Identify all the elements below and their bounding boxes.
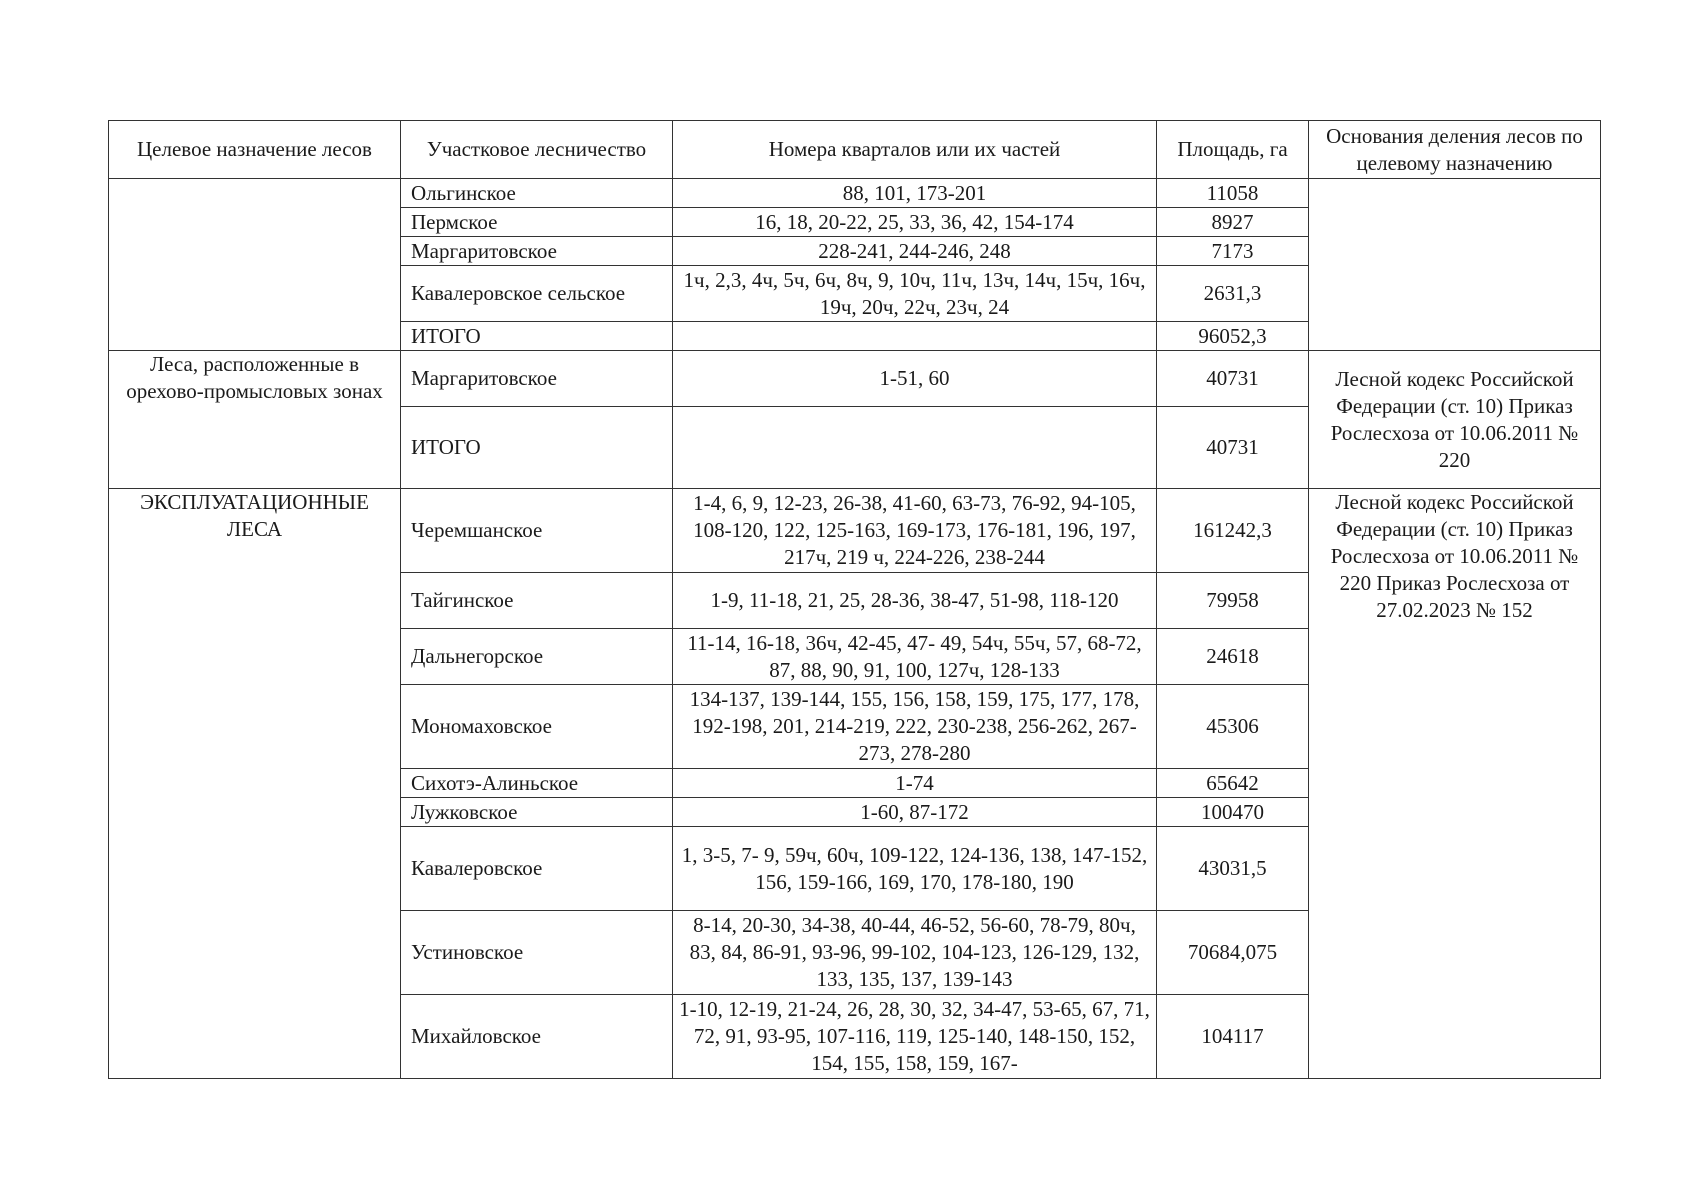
district-cell: Устиновское <box>401 911 673 995</box>
quarters-cell: 228-241, 244-246, 248 <box>673 237 1157 266</box>
quarters-cell: 1, 3-5, 7- 9, 59ч, 60ч, 109-122, 124-136, 138, 147-152, 156, 159-166, 169, 170, 178-180, 190 <box>673 827 1157 911</box>
district-cell: Кавалеровское сельское <box>401 266 673 322</box>
forest-purpose-table <box>108 120 1601 1079</box>
basis-cell: Лесной кодекс Российской Федерации (ст. 10) Приказ Рослесхоза от 10.06.2011 № 220 Приказ Рослесхоза от 27.02.2023 № 152 <box>1309 489 1601 1079</box>
total-area: 96052,3 <box>1157 322 1309 351</box>
area-cell: 43031,5 <box>1157 827 1309 911</box>
area-cell: 70684,075 <box>1157 911 1309 995</box>
district-cell: Пермское <box>401 208 673 237</box>
district-cell: Маргаритовское <box>401 351 673 407</box>
area-cell: 11058 <box>1157 179 1309 208</box>
district-cell: Ольгинское <box>401 179 673 208</box>
quarters-cell: 134-137, 139-144, 155, 156, 158, 159, 175, 177, 178, 192-198, 201, 214-219, 222, 230-238, 256-262, 267-273, 278-280 <box>673 685 1157 769</box>
district-cell: Сихотэ-Алиньское <box>401 769 673 798</box>
district-cell: Дальнегорское <box>401 629 673 685</box>
total-label: ИТОГО <box>401 322 673 351</box>
header-district: Участковое лесничество <box>401 121 673 179</box>
area-cell: 40731 <box>1157 351 1309 407</box>
total-label: ИТОГО <box>401 407 673 489</box>
header-basis: Основания деления лесов по целевому назначению <box>1309 121 1601 179</box>
quarters-cell: 11-14, 16-18, 36ч, 42-45, 47- 49, 54ч, 55ч, 57, 68-72, 87, 88, 90, 91, 100, 127ч, 128-133 <box>673 629 1157 685</box>
purpose-cell-continued <box>109 179 401 351</box>
quarters-cell-empty <box>673 322 1157 351</box>
quarters-cell: 1-10, 12-19, 21-24, 26, 28, 30, 32, 34-47, 53-65, 67, 71, 72, 91, 93-95, 107-116, 119, 125-140, 148-150, 152, 154, 155, 158, 159, 167- <box>673 995 1157 1079</box>
total-area: 40731 <box>1157 407 1309 489</box>
area-cell: 45306 <box>1157 685 1309 769</box>
quarters-cell: 1ч, 2,3, 4ч, 5ч, 6ч, 8ч, 9, 10ч, 11ч, 13ч, 14ч, 15ч, 16ч, 19ч, 20ч, 22ч, 23ч, 24 <box>673 266 1157 322</box>
area-cell: 24618 <box>1157 629 1309 685</box>
quarters-cell: 1-4, 6, 9, 12-23, 26-38, 41-60, 63-73, 76-92, 94-105, 108-120, 122, 125-163, 169-173, 176-181, 196, 197, 217ч, 219 ч, 224-226, 238-244 <box>673 489 1157 573</box>
district-cell: Кавалеровское <box>401 827 673 911</box>
quarters-cell: 1-9, 11-18, 21, 25, 28-36, 38-47, 51-98, 118-120 <box>673 573 1157 629</box>
table-row <box>109 489 1601 573</box>
purpose-cell: ЭКСПЛУАТАЦИОННЫЕ ЛЕСА <box>109 489 401 1079</box>
district-cell: Тайгинское <box>401 573 673 629</box>
area-cell: 161242,3 <box>1157 489 1309 573</box>
district-cell: Мономаховское <box>401 685 673 769</box>
quarters-cell: 16, 18, 20-22, 25, 33, 36, 42, 154-174 <box>673 208 1157 237</box>
area-cell: 8927 <box>1157 208 1309 237</box>
quarters-cell: 88, 101, 173-201 <box>673 179 1157 208</box>
quarters-cell: 1-60, 87-172 <box>673 798 1157 827</box>
header-purpose: Целевое назначение лесов <box>109 121 401 179</box>
basis-cell: Лесной кодекс Российской Федерации (ст. 10) Приказ Рослесхоза от 10.06.2011 № 220 <box>1309 351 1601 489</box>
table-row <box>109 351 1601 407</box>
district-cell: Черемшанское <box>401 489 673 573</box>
header-row <box>109 121 1601 179</box>
quarters-cell-empty <box>673 407 1157 489</box>
quarters-cell: 1-74 <box>673 769 1157 798</box>
area-cell: 100470 <box>1157 798 1309 827</box>
quarters-cell: 8-14, 20-30, 34-38, 40-44, 46-52, 56-60, 78-79, 80ч, 83, 84, 86-91, 93-96, 99-102, 104-123, 126-129, 132, 133, 135, 137, 139-143 <box>673 911 1157 995</box>
area-cell: 2631,3 <box>1157 266 1309 322</box>
header-area: Площадь, га <box>1157 121 1309 179</box>
area-cell: 65642 <box>1157 769 1309 798</box>
header-quarters: Номера кварталов или их частей <box>673 121 1157 179</box>
district-cell: Михайловское <box>401 995 673 1079</box>
area-cell: 104117 <box>1157 995 1309 1079</box>
district-cell: Лужковское <box>401 798 673 827</box>
table-row <box>109 179 1601 208</box>
district-cell: Маргаритовское <box>401 237 673 266</box>
area-cell: 7173 <box>1157 237 1309 266</box>
purpose-cell: Леса, расположенные в орехово-промысловых зонах <box>109 351 401 489</box>
quarters-cell: 1-51, 60 <box>673 351 1157 407</box>
area-cell: 79958 <box>1157 573 1309 629</box>
basis-cell-continued <box>1309 179 1601 351</box>
